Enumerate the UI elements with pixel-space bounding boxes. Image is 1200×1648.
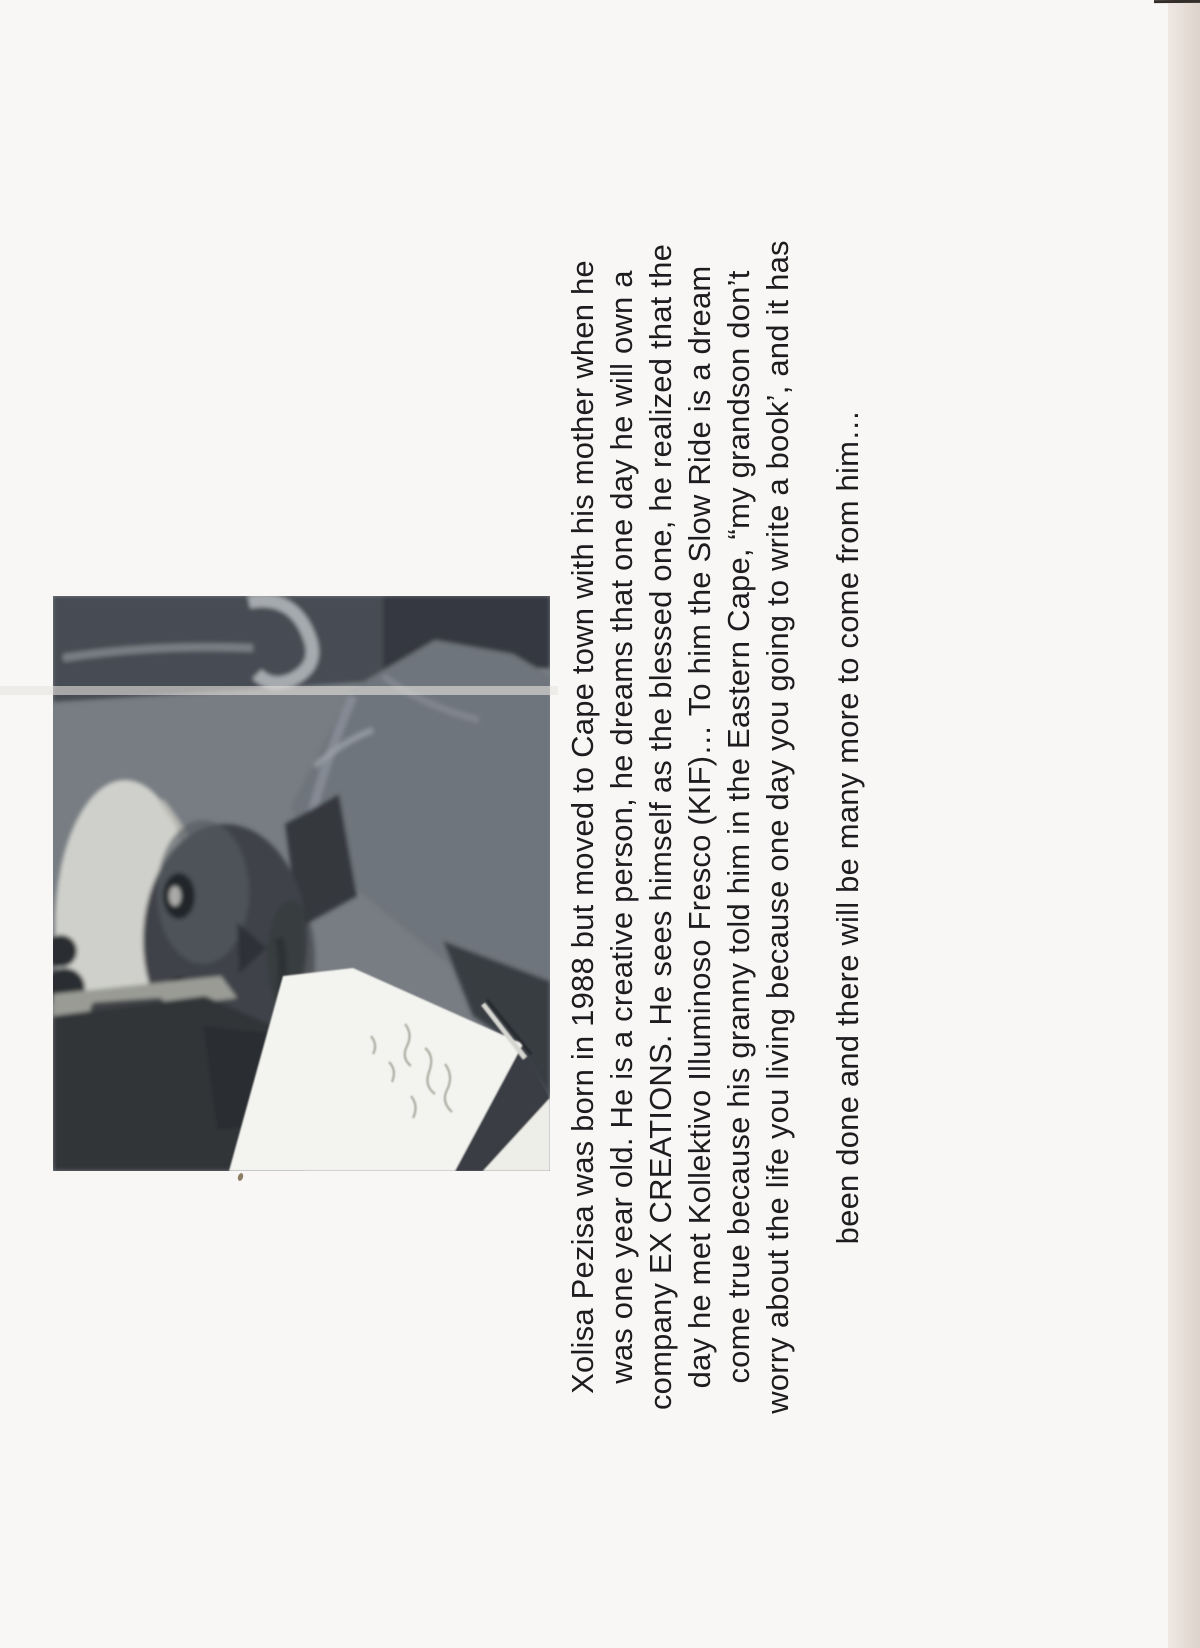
bio-line: worry about the life you living because one day you going to write a book’, and it has [760, 240, 795, 1414]
page-edge-strip [1168, 0, 1200, 1648]
bio-line: Xolisa Pezisa was born in 1988 but moved to Cape town with his mother when he [565, 260, 600, 1394]
bio-line: was one year old. He is a creative person, he dreams that one day he will own a [604, 270, 639, 1384]
bio-line: day he met Kollektivo Illuminoso Fresco (KIF)… To him the Slow Ride is a dream [682, 265, 717, 1389]
bio-line: come true because his granny told him in the Eastern Cape, “my grandson don’t [721, 270, 756, 1384]
portrait-photo-art [53, 596, 550, 1171]
bio-line-last: been done and there will be many more to come from him… [830, 409, 865, 1245]
portrait-photo [53, 596, 550, 1171]
scanner-artifact-band [0, 686, 558, 695]
bio-text-block [563, 180, 883, 1474]
scan-corner-mark [1154, 0, 1200, 3]
bio-line: company EX CREATIONS. He sees himself as the blessed one, he realized that the [643, 243, 678, 1411]
dust-speck [237, 1172, 244, 1181]
